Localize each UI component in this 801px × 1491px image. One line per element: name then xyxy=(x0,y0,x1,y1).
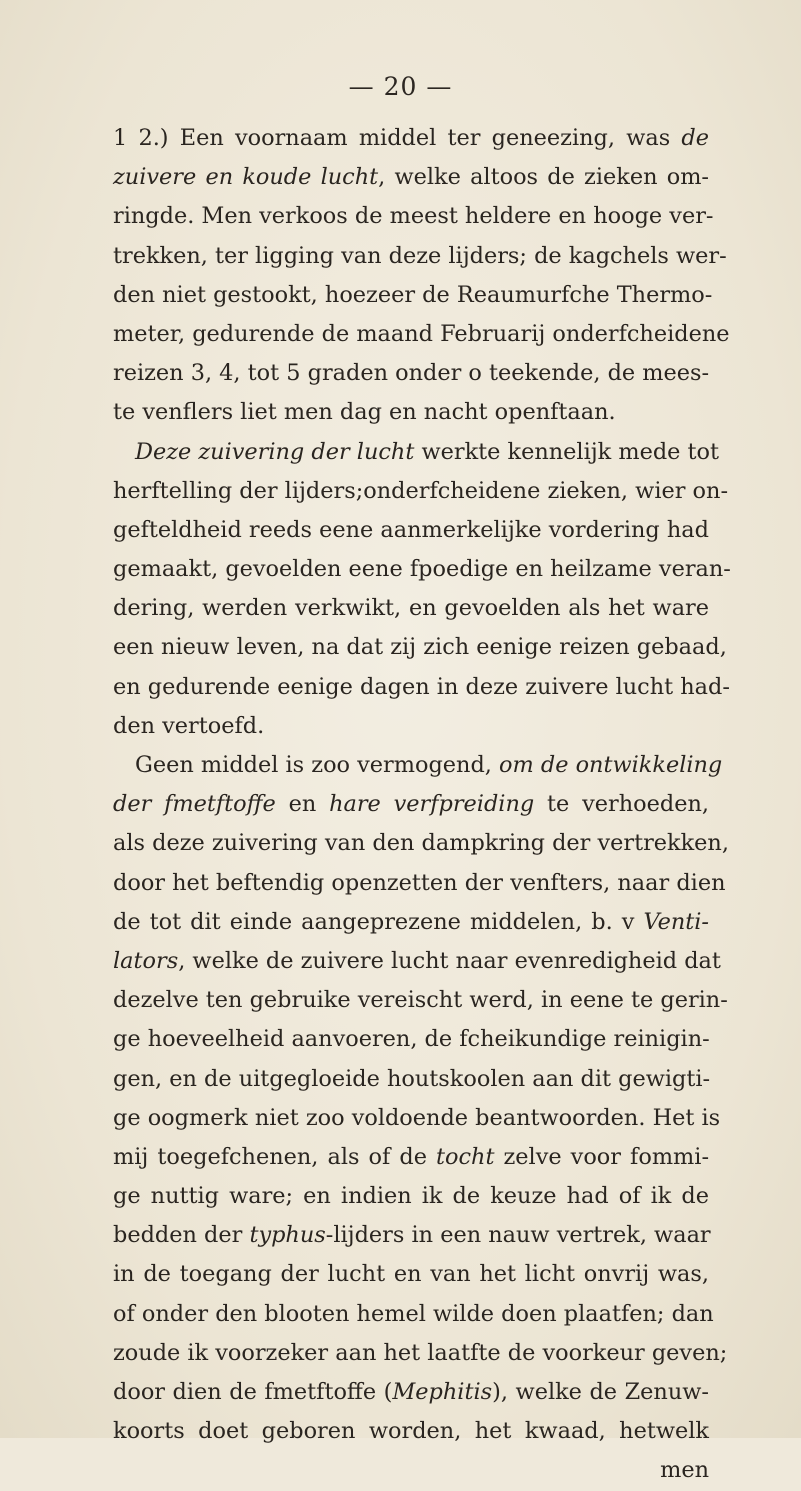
text-segment: dering, werden verkwikt, en gevoelden als het ware xyxy=(113,595,709,622)
text-segment: een nieuw leven, na dat zij zich eenige reizen gebaad, xyxy=(113,634,727,661)
text-segment: men xyxy=(660,1457,709,1484)
body-text xyxy=(113,119,731,1491)
text-segment: en gedurende eenige dagen in deze zuivere lucht had- xyxy=(113,673,730,700)
text-line xyxy=(113,1099,721,1138)
text-line xyxy=(113,276,713,315)
text-line xyxy=(113,1373,709,1412)
text-segment: zelve voor fommi- xyxy=(494,1143,710,1170)
text-line xyxy=(113,1216,709,1255)
text-segment: de xyxy=(681,125,709,151)
text-segment: gen, en de uitgegloeide houtskoolen aan dit gewigti- xyxy=(113,1065,711,1092)
text-segment: koorts doet geboren worden, het kwaad, hetwelk xyxy=(113,1418,709,1445)
text-segment: gefteldheid reeds eene aanmerkelijke vordering had xyxy=(113,516,709,543)
text-segment: tocht xyxy=(436,1143,495,1170)
text-line xyxy=(113,942,721,981)
text-line xyxy=(113,628,727,667)
text-line xyxy=(113,864,726,903)
text-segment: gemaakt, gevoelden eene fpoedige en heilzame veran- xyxy=(113,556,731,583)
text-segment: der fmetftoffe xyxy=(113,791,276,818)
text-line xyxy=(113,1334,728,1373)
text-segment: ge hoeveelheid aanvoeren, de fcheikundige reinigin- xyxy=(113,1026,710,1053)
text-line xyxy=(113,393,709,432)
text-line xyxy=(113,707,709,746)
text-segment: ge nuttig ware; en indien ik de keuze had of ik de xyxy=(113,1183,709,1210)
text-line xyxy=(113,903,709,942)
text-segment: hare verfpreiding xyxy=(329,791,535,818)
text-segment: zoude ik voorzeker aan het laatfte de voorkeur geven; xyxy=(113,1339,728,1366)
text-segment: typhus xyxy=(249,1222,326,1249)
text-line xyxy=(113,550,731,589)
text-line xyxy=(113,158,709,197)
text-line xyxy=(113,785,709,824)
text-segment: werkte kennelijk mede tot xyxy=(414,438,720,465)
text-segment: den niet gestookt, hoezeer de Reaumurfche Thermo- xyxy=(113,281,713,308)
text-line xyxy=(113,1060,709,1099)
text-line xyxy=(113,119,709,158)
text-segment: als deze zuivering van den dampkring der vertrekken, xyxy=(113,830,729,857)
text-segment: mij toegefchenen, als of de xyxy=(113,1143,437,1170)
text-line xyxy=(113,511,709,550)
text-segment: reizen 3, 4, tot 5 graden onder o teekende, de mees- xyxy=(113,360,710,387)
text-segment: den vertoefd. xyxy=(113,712,265,739)
text-line xyxy=(113,315,730,354)
text-segment: Deze zuivering der lucht xyxy=(135,438,415,465)
text-segment: ), welke de Zenuw- xyxy=(492,1379,709,1405)
text-segment: en xyxy=(275,791,330,818)
text-segment: te venflers liet men dag en nacht openftaan. xyxy=(113,399,616,426)
text-segment: te verhoeden, xyxy=(534,791,709,818)
text-line xyxy=(113,1451,709,1490)
text-segment: bedden der xyxy=(113,1222,250,1249)
text-segment: zuivere en koude lucht xyxy=(113,164,379,191)
text-line xyxy=(113,1255,709,1294)
text-line xyxy=(113,824,729,863)
text-segment: de tot dit einde aangeprezene middelen, b. v xyxy=(113,908,644,935)
text-segment: door dien de fmetftoffe ( xyxy=(113,1379,393,1405)
text-segment: in de toegang der lucht en van het licht onvrij was, xyxy=(113,1261,709,1288)
text-line xyxy=(113,1177,709,1216)
text-line xyxy=(113,1295,714,1334)
text-segment: dezelve ten gebruike vereischt werd, in eene te gerin- xyxy=(113,987,728,1014)
text-segment: Geen middel is zoo vermogend, xyxy=(135,752,500,778)
text-line xyxy=(113,1020,709,1059)
text-segment: lators xyxy=(113,947,179,974)
text-segment: of onder den blooten hemel wilde doen plaatfen; dan xyxy=(113,1300,714,1327)
text-line xyxy=(113,668,730,707)
text-segment: -lijders in een nauw vertrek, waar xyxy=(325,1222,711,1249)
text-segment: trekken, ter ligging van deze lijders; de kagchels wer- xyxy=(113,242,727,269)
text-line xyxy=(113,1138,709,1177)
text-segment: ringde. Men verkoos de meest heldere en hooge ver- xyxy=(113,203,714,230)
text-segment: meter, gedurende de maand Februarij onderfcheidene xyxy=(113,320,730,347)
text-segment: om de ontwikkeling xyxy=(499,752,723,778)
text-segment: , welke de zuivere lucht naar evenredigheid dat xyxy=(178,947,721,974)
text-segment: herftelling der lijders;onderfcheidene zieken, wier on- xyxy=(113,477,729,504)
text-line xyxy=(113,1412,709,1451)
text-segment: Venti- xyxy=(643,908,709,935)
text-segment: 1 2.) Een voornaam middel ter geneezing, was xyxy=(113,125,682,151)
text-segment: door het beftendig openzetten der venfters, naar dien xyxy=(113,869,726,896)
text-segment: Mephitis xyxy=(392,1379,493,1405)
text-line xyxy=(113,746,723,785)
text-segment: ge oogmerk niet zoo voldoende beantwoorden. Het is xyxy=(113,1104,721,1131)
text-line xyxy=(113,981,728,1020)
text-line xyxy=(113,237,727,276)
text-line xyxy=(113,354,709,393)
text-line xyxy=(113,589,709,628)
text-segment: , welke altoos de zieken om- xyxy=(378,164,709,191)
text-line xyxy=(113,472,729,511)
page-number: — 20 — xyxy=(348,72,453,101)
text-line xyxy=(113,197,714,236)
text-line xyxy=(113,433,720,472)
